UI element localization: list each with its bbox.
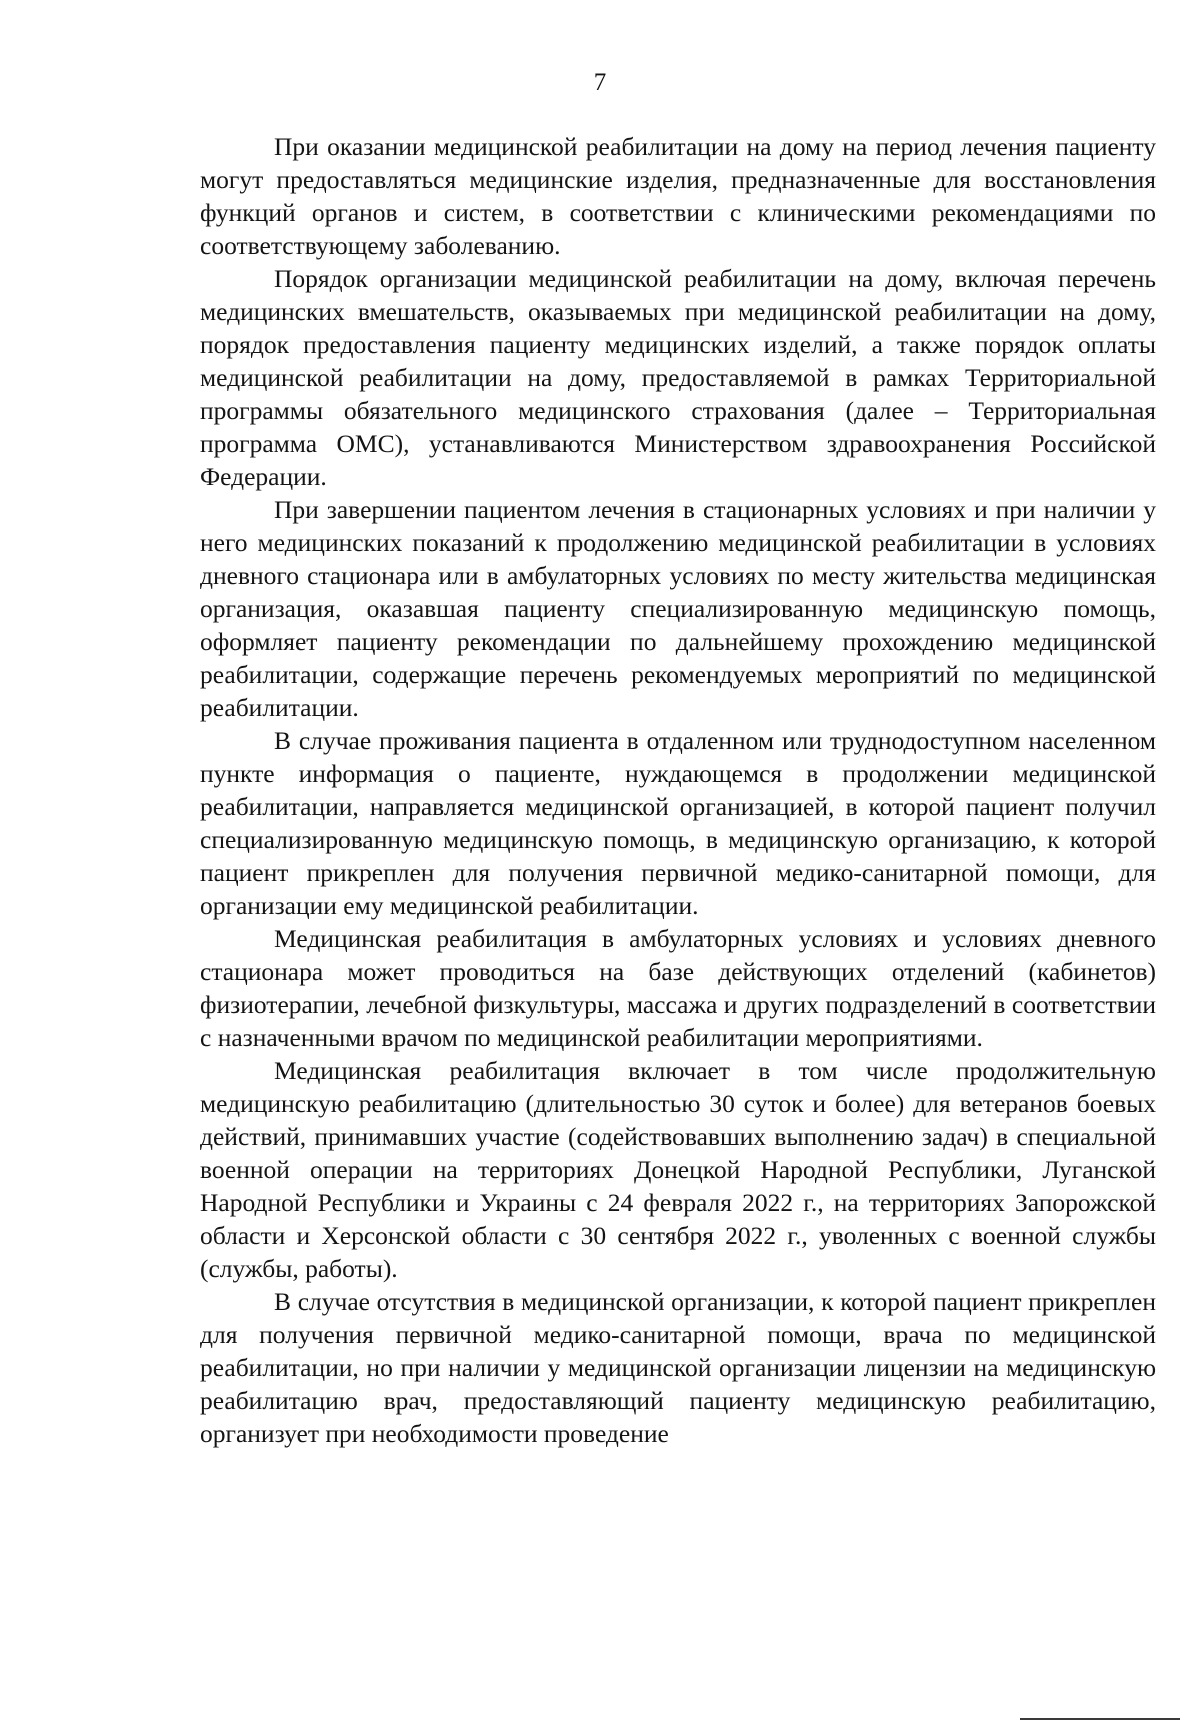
paragraph-outpatient-rehab: Медицинская реабилитация в амбулаторных условиях и условиях дневного стационара может проводиться на базе действующих отделений (кабинетов) физиотерапии, лечебной физкультуры, массажа и других подразделений в соответствии с назначенными врачом по медицинской реабилитации мероприятиями. bbox=[200, 924, 1156, 1052]
paragraph-remote-residence: В случае проживания пациента в отдаленном или труднодоступном населенном пункте информация о пациенте, нуждающемся в продолжении медицинской реабилитации, направляется медицинской организацией, в которой пациент получил специализированную медицинскую помощь, в медицинскую организацию, к которой пациент прикреплен для получения первичной медико-санитарной помощи, для организации ему медицинской реабилитации. bbox=[200, 726, 1156, 920]
paragraph-home-rehab-procedure: Порядок организации медицинской реабилитации на дому, включая перечень медицинских вмешательств, оказываемых при медицинской реабилитации на дому, порядок предоставления пациенту медицинских изделий, а также порядок оплаты медицинской реабилитации на дому, предоставляемой в рамках Территориальной программы обязательного медицинского страхования (далее – Территориальная программа ОМС), устанавливаются Министерством здравоохранения Российской Федерации. bbox=[200, 264, 1156, 491]
document-body bbox=[200, 130, 1156, 1450]
paragraph-veterans-rehab: Медицинская реабилитация включает в том числе продолжительную медицинскую реабилитацию (длительностью 30 суток и более) для ветеранов боевых действий, принимавших участие (содействовавших выполнению задач) в специальной военной операции на территориях Донецкой Народной Республики, Луганской Народной Республики и Украины с 24 февраля 2022 г., на территориях Запорожской области и Херсонской области с 30 сентября 2022 г., уволенных с военной службы (службы, работы). bbox=[200, 1056, 1156, 1283]
footer-divider bbox=[1020, 1718, 1180, 1720]
paragraph-no-rehab-doctor: В случае отсутствия в медицинской организации, к которой пациент прикреплен для получения первичной медико-санитарной помощи, врача по медицинской реабилитации, но при наличии у медицинской организации лицензии на медицинскую реабилитацию врач, предоставляющий пациенту медицинскую реабилитацию, организует при необходимости проведение bbox=[200, 1287, 1156, 1448]
paragraph-home-rehab-devices: При оказании медицинской реабилитации на дому на период лечения пациенту могут предоставляться медицинские изделия, предназначенные для восстановления функций органов и систем, в соответствии с клиническими рекомендациями по соответствующему заболеванию. bbox=[200, 132, 1156, 260]
page-number: 7 bbox=[593, 69, 607, 96]
paragraph-inpatient-completion: При завершении пациентом лечения в стационарных условиях и при наличии у него медицинских показаний к продолжению медицинской реабилитации в условиях дневного стационара или в амбулаторных условиях по месту жительства медицинская организация, оказавшая пациенту специализированную медицинскую помощь, оформляет пациенту рекомендации по дальнейшему прохождению медицинской реабилитации, содержащие перечень рекомендуемых мероприятий по медицинской реабилитации. bbox=[200, 495, 1156, 722]
